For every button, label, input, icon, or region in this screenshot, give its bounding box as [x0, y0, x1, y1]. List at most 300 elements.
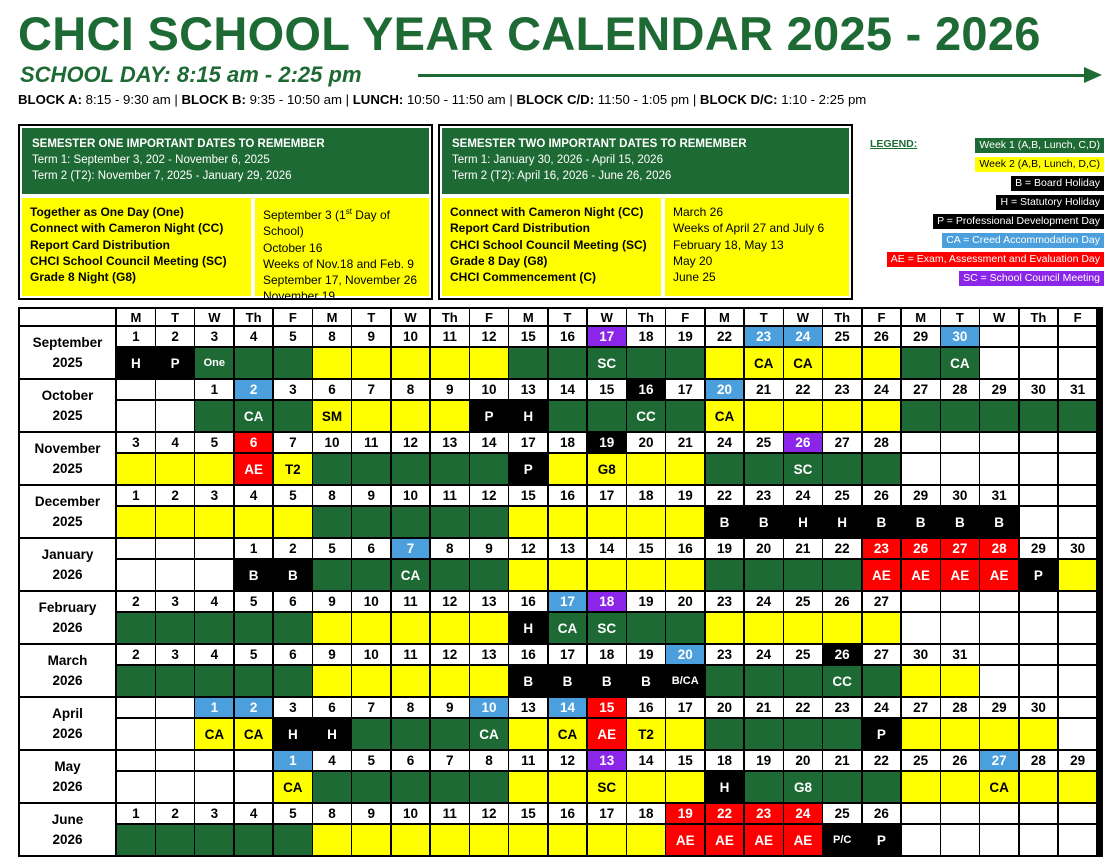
day-code-cell	[902, 348, 942, 380]
day-code-cell: AE	[588, 719, 628, 751]
day-code-cell: B	[941, 507, 981, 539]
date-cell: 30	[941, 327, 981, 348]
event-line: February 18, May 13	[673, 237, 784, 252]
date-line	[263, 288, 421, 304]
day-code-cell: AE	[706, 825, 746, 857]
day-code-cell	[902, 825, 942, 857]
day-code-cell	[352, 454, 392, 486]
day-code-cell	[470, 348, 510, 380]
date-cell: 22	[823, 539, 863, 560]
day-code-cell	[706, 560, 746, 592]
day-code-cell	[627, 454, 667, 486]
day-code-cell: CA	[195, 719, 235, 751]
date-cell: 6	[274, 645, 314, 666]
date-cell: 3	[195, 327, 235, 348]
day-code-cell: B/CA	[666, 666, 706, 698]
day-code-cell	[549, 348, 589, 380]
date-cell: 22	[784, 698, 824, 719]
day-code-cell	[1059, 401, 1099, 433]
date-cell: 27	[823, 433, 863, 454]
date-cell: 12	[392, 433, 432, 454]
date-cell: 5	[235, 592, 275, 613]
date-cell: 27	[863, 645, 903, 666]
day-code-cell: P	[509, 454, 549, 486]
day-code-cell	[941, 666, 981, 698]
day-code-cell	[627, 348, 667, 380]
date-text: Weeks of Nov.18 and Feb. 9	[263, 256, 414, 271]
date-cell: 17	[549, 645, 589, 666]
date-cell: 2	[156, 327, 196, 348]
day-code-cell	[235, 772, 275, 804]
day-code-cell	[1020, 507, 1060, 539]
date-cell: 19	[666, 486, 706, 507]
date-cell: 10	[470, 380, 510, 401]
day-code-cell	[352, 613, 392, 645]
day-code-cell	[588, 507, 628, 539]
day-code-cell	[902, 401, 942, 433]
date-cell: 31	[980, 486, 1020, 507]
date-cell: 23	[745, 327, 785, 348]
date-cell: 9	[352, 804, 392, 825]
day-code-cell: CA	[706, 401, 746, 433]
date-cell: 30	[941, 486, 981, 507]
day-code-cell: SC	[588, 348, 628, 380]
day-code-cell	[313, 348, 353, 380]
date-cell: 15	[509, 327, 549, 348]
date-cell: 4	[235, 486, 275, 507]
date-cell: 26	[863, 804, 903, 825]
day-code-cell	[156, 666, 196, 698]
day-code-cell	[784, 401, 824, 433]
date-cell: 18	[549, 433, 589, 454]
day-code-cell	[666, 613, 706, 645]
date-cell: 19	[588, 433, 628, 454]
date-cell: 31	[941, 645, 981, 666]
day-code-cell	[745, 401, 785, 433]
weekday-header: W	[195, 309, 235, 327]
date-cell	[117, 698, 157, 719]
weekday-header: Th	[431, 309, 471, 327]
day-code-cell	[156, 719, 196, 751]
date-cell	[1020, 804, 1060, 825]
date-cell: 21	[666, 433, 706, 454]
day-code-cell	[745, 772, 785, 804]
date-cell	[156, 698, 196, 719]
date-cell	[980, 433, 1020, 454]
date-cell: 3	[195, 486, 235, 507]
date-cell: 29	[1020, 539, 1060, 560]
day-code-cell	[313, 507, 353, 539]
date-cell: 27	[902, 698, 942, 719]
legend-title: LEGEND:	[870, 138, 918, 150]
day-code-cell: G8	[588, 454, 628, 486]
legend-item: AE = Exam, Assessment and Evaluation Day	[887, 252, 1104, 267]
day-code-cell	[117, 666, 157, 698]
day-code-cell	[156, 613, 196, 645]
date-cell: 6	[352, 539, 392, 560]
date-cell: 19	[627, 645, 667, 666]
date-cell: 23	[823, 698, 863, 719]
date-cell: 9	[470, 539, 510, 560]
semester-one-term1: Term 1: September 3, 202 - November 6, 2025	[32, 154, 270, 166]
month-year: 2026	[52, 619, 83, 635]
date-cell: 18	[588, 645, 628, 666]
block-time: 11:50 - 1:05 pm	[594, 92, 690, 107]
date-cell: 26	[863, 486, 903, 507]
day-code-cell	[902, 719, 942, 751]
day-code-cell	[274, 401, 314, 433]
date-cell: 22	[706, 804, 746, 825]
date-cell	[941, 592, 981, 613]
date-cell	[941, 804, 981, 825]
day-code-cell	[509, 719, 549, 751]
arrow-right-icon	[1084, 67, 1102, 83]
day-code-cell	[352, 719, 392, 751]
date-cell: 28	[1020, 751, 1060, 772]
date-cell: 15	[509, 804, 549, 825]
block-time: 10:50 - 11:50 am	[403, 92, 506, 107]
month-label	[20, 380, 117, 433]
date-cell: 21	[745, 698, 785, 719]
day-code-cell	[235, 666, 275, 698]
day-code-cell	[1059, 825, 1099, 857]
date-cell: 20	[706, 698, 746, 719]
day-code-cell	[352, 772, 392, 804]
date-cell: 8	[470, 751, 510, 772]
date-cell: 15	[588, 380, 628, 401]
date-cell: 22	[863, 751, 903, 772]
semester-two-heading: SEMESTER TWO IMPORTANT DATES TO REMEMBER	[452, 138, 747, 150]
date-cell: 12	[470, 486, 510, 507]
day-code-cell: B	[706, 507, 746, 539]
date-cell: 3	[195, 804, 235, 825]
day-code-cell	[549, 772, 589, 804]
day-code-cell	[392, 348, 432, 380]
day-code-cell	[509, 560, 549, 592]
date-cell: 24	[863, 380, 903, 401]
day-code-cell	[706, 613, 746, 645]
day-code-cell: H	[823, 507, 863, 539]
date-cell: 13	[588, 751, 628, 772]
day-code-cell	[1059, 772, 1099, 804]
day-code-cell	[666, 560, 706, 592]
date-cell: 10	[392, 486, 432, 507]
date-cell: 15	[627, 539, 667, 560]
day-code-cell: B	[274, 560, 314, 592]
date-cell: 1	[195, 698, 235, 719]
date-text: September 3 (1	[263, 208, 346, 222]
day-code-cell	[549, 454, 589, 486]
date-cell: 28	[863, 433, 903, 454]
day-code-cell	[902, 454, 942, 486]
day-code-cell	[274, 825, 314, 857]
day-code-cell	[117, 772, 157, 804]
date-cell: 7	[274, 433, 314, 454]
day-code-cell	[431, 454, 471, 486]
date-cell: 10	[352, 592, 392, 613]
day-code-cell	[627, 772, 667, 804]
semester-two-term2: Term 2 (T2): April 16, 2026 - June 26, 2026	[452, 170, 672, 182]
date-cell: 2	[117, 592, 157, 613]
day-code-cell	[1059, 613, 1099, 645]
date-cell: 27	[863, 592, 903, 613]
date-line	[263, 256, 421, 272]
semester-one-heading: SEMESTER ONE IMPORTANT DATES TO REMEMBER	[32, 138, 325, 150]
day-code-cell: CA	[745, 348, 785, 380]
date-cell: 13	[549, 539, 589, 560]
day-code-cell	[470, 825, 510, 857]
date-cell: 1	[117, 486, 157, 507]
month-name: April	[52, 705, 83, 721]
day-code-cell	[195, 825, 235, 857]
day-code-cell	[431, 560, 471, 592]
date-cell: 5	[352, 751, 392, 772]
date-cell: 23	[823, 380, 863, 401]
day-code-cell	[745, 454, 785, 486]
date-cell: 4	[235, 327, 275, 348]
legend-item: Week 2 (A,B, Lunch, D,C)	[975, 157, 1104, 172]
semester-two-term1: Term 1: January 30, 2026 - April 15, 2026	[452, 154, 663, 166]
day-code-cell: B	[235, 560, 275, 592]
date-cell	[156, 380, 196, 401]
date-cell: 14	[549, 380, 589, 401]
day-code-cell	[1020, 825, 1060, 857]
day-code-cell: AE	[235, 454, 275, 486]
semester-one-dates	[255, 198, 429, 304]
date-cell: 8	[313, 327, 353, 348]
block-label: BLOCK A:	[18, 92, 82, 107]
date-cell: 21	[745, 380, 785, 401]
day-code-cell	[392, 613, 432, 645]
date-cell: 20	[666, 592, 706, 613]
day-code-cell	[352, 348, 392, 380]
semester-two-header	[442, 128, 849, 194]
day-code-cell: B	[549, 666, 589, 698]
date-cell: 15	[509, 486, 549, 507]
block-time: 1:10 - 2:25 pm	[777, 92, 867, 107]
day-code-cell: B	[509, 666, 549, 698]
block-separator: |	[505, 92, 517, 107]
date-cell	[1020, 645, 1060, 666]
date-cell	[1059, 486, 1099, 507]
date-cell: 23	[706, 645, 746, 666]
date-cell: 27	[902, 380, 942, 401]
day-code-cell	[313, 772, 353, 804]
date-cell: 29	[980, 698, 1020, 719]
date-cell: 16	[509, 592, 549, 613]
day-code-cell	[274, 666, 314, 698]
event-line: March 26	[673, 205, 724, 219]
day-code-cell	[274, 613, 314, 645]
date-cell: 28	[980, 539, 1020, 560]
day-code-cell	[117, 719, 157, 751]
date-cell: 10	[470, 698, 510, 719]
day-code-cell	[195, 666, 235, 698]
day-code-cell	[392, 507, 432, 539]
day-code-cell	[745, 719, 785, 751]
date-cell: 14	[588, 539, 628, 560]
date-cell	[235, 751, 275, 772]
day-code-cell: B	[863, 507, 903, 539]
weekday-header: W	[980, 309, 1020, 327]
date-cell: 17	[666, 698, 706, 719]
date-cell: 1	[195, 380, 235, 401]
semester-one-term2: Term 2 (T2): November 7, 2025 - January 29, 2026	[32, 170, 292, 182]
date-cell: 11	[431, 804, 471, 825]
day-code-cell	[392, 772, 432, 804]
day-code-cell	[509, 507, 549, 539]
day-code-cell	[588, 825, 628, 857]
day-code-cell	[470, 560, 510, 592]
day-code-cell	[823, 613, 863, 645]
day-code-cell	[431, 666, 471, 698]
date-cell: 22	[706, 486, 746, 507]
day-code-cell: CA	[784, 348, 824, 380]
weekday-header: Th	[823, 309, 863, 327]
date-cell: 11	[352, 433, 392, 454]
month-year: 2026	[52, 566, 83, 582]
date-cell: 7	[352, 698, 392, 719]
date-cell: 9	[352, 327, 392, 348]
date-cell: 25	[823, 804, 863, 825]
day-code-cell	[627, 560, 667, 592]
month-name: November	[34, 440, 101, 456]
day-code-cell	[863, 772, 903, 804]
day-code-cell	[980, 454, 1020, 486]
day-code-cell	[195, 560, 235, 592]
day-code-cell	[1059, 348, 1099, 380]
day-code-cell	[784, 613, 824, 645]
day-code-cell: AE	[666, 825, 706, 857]
day-code-cell	[470, 613, 510, 645]
date-cell: 26	[823, 592, 863, 613]
date-cell	[980, 592, 1020, 613]
day-code-cell	[431, 719, 471, 751]
date-cell: 5	[274, 327, 314, 348]
day-code-cell	[274, 507, 314, 539]
day-code-cell	[470, 507, 510, 539]
calendar-grid	[18, 307, 1103, 857]
date-cell: 9	[313, 592, 353, 613]
date-cell: 24	[784, 804, 824, 825]
date-cell: 8	[313, 804, 353, 825]
month-year: 2025	[52, 354, 83, 370]
arrow-line	[418, 74, 1094, 77]
date-cell: 9	[431, 380, 471, 401]
day-code-cell	[313, 825, 353, 857]
date-cell: 8	[392, 698, 432, 719]
date-cell: 5	[235, 645, 275, 666]
day-code-cell	[431, 348, 471, 380]
day-code-cell	[195, 454, 235, 486]
date-cell: 27	[980, 751, 1020, 772]
block-schedule	[18, 92, 866, 107]
date-cell: 17	[588, 486, 628, 507]
date-cell	[980, 327, 1020, 348]
month-name: October	[41, 387, 94, 403]
day-code-cell	[666, 348, 706, 380]
date-cell: 23	[745, 804, 785, 825]
day-code-cell: T2	[627, 719, 667, 751]
day-code-cell	[941, 401, 981, 433]
day-code-cell	[352, 825, 392, 857]
day-code-cell	[117, 401, 157, 433]
date-text: September 17, November 26	[263, 273, 418, 288]
block-label: BLOCK B:	[181, 92, 246, 107]
date-cell: 14	[549, 698, 589, 719]
date-cell: 2	[156, 486, 196, 507]
day-code-cell	[470, 666, 510, 698]
day-code-cell	[235, 507, 275, 539]
date-cell: 25	[784, 592, 824, 613]
date-line	[263, 204, 421, 240]
date-cell	[195, 751, 235, 772]
date-cell: 11	[392, 592, 432, 613]
day-code-cell	[352, 666, 392, 698]
date-cell: 26	[902, 539, 942, 560]
day-code-cell	[980, 825, 1020, 857]
day-code-cell	[823, 348, 863, 380]
date-cell: 5	[195, 433, 235, 454]
date-cell: 13	[509, 380, 549, 401]
date-cell: 11	[431, 486, 471, 507]
day-code-cell: SC	[588, 613, 628, 645]
day-code-cell	[666, 454, 706, 486]
date-cell: 30	[902, 645, 942, 666]
event-line: Together as One Day (One)	[30, 205, 184, 219]
day-code-cell	[588, 401, 628, 433]
date-cell	[902, 433, 942, 454]
legend-item: B = Board Holiday	[1011, 176, 1104, 191]
date-cell: 26	[941, 751, 981, 772]
day-code-cell	[823, 454, 863, 486]
date-cell: 2	[235, 380, 275, 401]
month-year: 2026	[52, 831, 83, 847]
date-cell: 11	[509, 751, 549, 772]
date-cell: 13	[431, 433, 471, 454]
date-cell: 27	[941, 539, 981, 560]
date-cell: 26	[784, 433, 824, 454]
event-line: Report Card Distribution	[30, 237, 170, 252]
date-cell: 10	[352, 645, 392, 666]
weekday-header: Th	[1020, 309, 1060, 327]
date-cell: 28	[941, 698, 981, 719]
day-code-cell	[431, 507, 471, 539]
day-code-cell	[274, 348, 314, 380]
date-cell: 14	[627, 751, 667, 772]
block-separator: |	[170, 92, 182, 107]
day-code-cell	[392, 401, 432, 433]
day-code-cell: B	[902, 507, 942, 539]
day-code-cell	[1020, 666, 1060, 698]
date-cell: 3	[274, 380, 314, 401]
month-year: 2026	[52, 725, 83, 741]
day-code-cell: CA	[549, 719, 589, 751]
date-text: Day of School)	[263, 208, 390, 239]
month-label	[20, 327, 117, 380]
month-label	[20, 804, 117, 857]
date-cell	[980, 804, 1020, 825]
day-code-cell	[117, 560, 157, 592]
day-code-cell: SM	[313, 401, 353, 433]
day-code-cell	[666, 507, 706, 539]
day-code-cell	[823, 401, 863, 433]
date-cell: 31	[1059, 380, 1099, 401]
date-cell: 1	[235, 539, 275, 560]
day-code-cell	[745, 613, 785, 645]
date-cell	[1059, 698, 1099, 719]
date-cell: 10	[313, 433, 353, 454]
